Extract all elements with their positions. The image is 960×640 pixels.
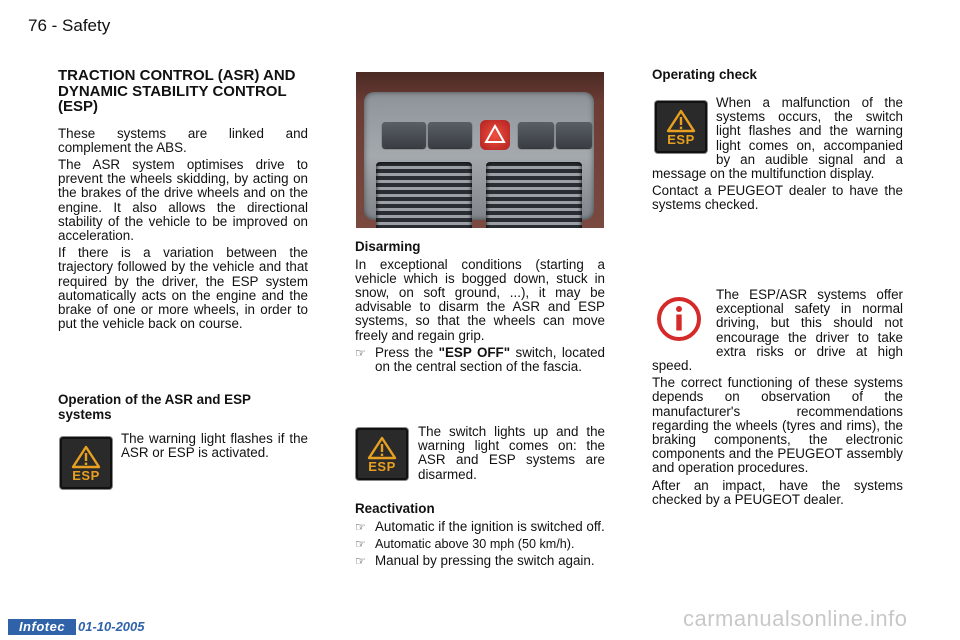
disarming-text: In exceptional conditions (starting a vehicle which is bogged down, stuck in snow, on soft ground, ...), it may be advisable to disarm the ASR and ESP systems, so that the wheels can move freely and regain grip. <box>355 256 605 343</box>
page-header <box>28 16 110 36</box>
operating-check-heading: Operating check <box>652 67 757 82</box>
dashboard-photo <box>356 72 604 228</box>
window-switch <box>428 122 472 148</box>
paragraph-abs: These systems are linked and complement the ABS. <box>58 125 308 155</box>
disarming-heading: Disarming <box>355 239 421 254</box>
column-3-bottom <box>652 288 903 510</box>
operation-text: The warning light flashes if the ASR or ESP is activated. <box>121 431 308 461</box>
paragraph-esp: If there is a variation between the trajectory followed by the vehicle and that required by the driver, the ESP system automatically acts on the engine and the brake of one or more wheels, in order to put the vehicle back on course. <box>58 245 308 332</box>
esp-off-switch <box>518 122 554 148</box>
page-number: 76 <box>28 16 47 35</box>
esp-warning-icon-2 <box>356 428 408 480</box>
column-1 <box>58 68 308 334</box>
switch-lights-text: The switch lights up and the warning light comes on: the ASR and ESP systems are disarmed. <box>418 424 605 482</box>
esp-icon-label: ESP <box>72 467 100 483</box>
air-vent-right <box>486 162 582 228</box>
esp-icon-label: ESP <box>368 458 396 474</box>
correct-functioning-text: The correct functioning of these systems depends on observation of the manufacturer's recommendations regarding the wheels (tyres and rims), the braking components, the electronic components and the PEUGEOT assembly and operation procedures. <box>652 375 903 476</box>
rear-demister-switch <box>382 122 426 148</box>
warning-triangle-icon <box>71 445 101 469</box>
lock-switch <box>556 122 592 148</box>
header-separator: - <box>46 16 63 35</box>
pointing-hand-icon: ☞ <box>355 553 366 568</box>
press-instruction: ☞ Press the "ESP OFF" switch, located on the central section of the fascia. <box>355 344 606 374</box>
pointing-hand-icon: ☞ <box>355 345 366 360</box>
reactivation-section <box>355 502 605 571</box>
pointing-hand-icon: ☞ <box>355 536 366 551</box>
safety-note-text: The ESP/ASR systems offer exceptional safety in normal driving, but this should not encourage the driver to take extra risks or drive at high speed. <box>652 287 903 374</box>
dashboard-panel <box>364 92 594 220</box>
infotec-logo: Infotec <box>8 619 76 635</box>
reactivation-item: ☞ Manual by pressing the switch again. <box>355 552 595 568</box>
reactivation-heading: Reactivation <box>355 501 435 516</box>
footer-date: 01-10-2005 <box>78 619 145 634</box>
malfunction-text: When a malfunction of the systems occurs, the switch light flashes and the warning light comes on, accompanied by an audible signal and a message on the multifunction display. <box>652 95 903 182</box>
pointing-hand-icon: ☞ <box>355 519 366 534</box>
esp-icon-label: ESP <box>667 131 695 147</box>
column-3-top <box>652 96 903 216</box>
watermark-site: carmanualsonline.info <box>683 606 908 631</box>
operation-heading: Operation of the ASR and ESP systems <box>58 392 251 422</box>
section-title: Safety <box>62 16 111 35</box>
main-title: TRACTION CONTROL (ASR) AND DYNAMIC STABILITY CONTROL (ESP) <box>58 67 296 115</box>
warning-triangle-icon <box>367 436 397 460</box>
switch-row <box>382 122 594 152</box>
contact-dealer-text: Contact a PEUGEOT dealer to have the systems checked. <box>652 183 903 213</box>
esp-warning-icon <box>60 437 112 489</box>
reactivation-item: ☞ Automatic if the ignition is switched off. <box>355 518 605 534</box>
esp-off-label: "ESP OFF" <box>438 344 511 360</box>
after-impact-text: After an impact, have the systems checked by a PEUGEOT dealer. <box>652 477 903 507</box>
column-2 <box>355 240 605 377</box>
reactivation-item: ☞ Automatic above 30 mph (50 km/h). <box>355 536 575 551</box>
paragraph-asr: The ASR system optimises drive to prevent the wheels skidding, by acting on the brakes of the drive wheels and on the engine. It also allows the directional stability of the vehicle to be improved on acceleration. <box>58 156 308 243</box>
hazard-switch <box>480 120 510 150</box>
air-vent-left <box>376 162 472 228</box>
